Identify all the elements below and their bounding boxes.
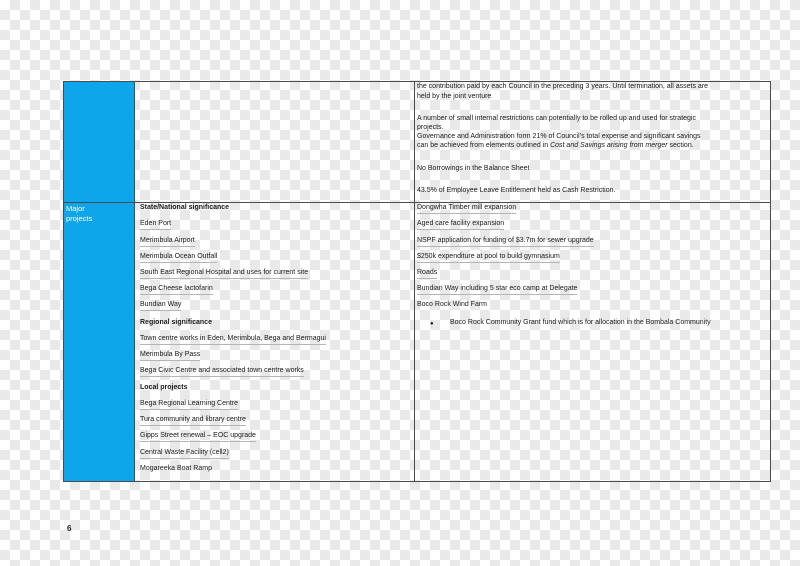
- project-item: Mogareeka Boat Ramp: [140, 465, 212, 472]
- project-item: Bega Regional Learning Centre: [140, 399, 238, 410]
- section-heading: State/National significance: [140, 204, 230, 211]
- project-item: South East Regional Hospital and uses for current site: [140, 268, 308, 279]
- investment-item: Bundian Way including 5 star eco camp at Delegate: [417, 284, 577, 295]
- text-line: 43.5% of Employee Leave Entitlement held as Cash Restriction.: [417, 187, 616, 194]
- project-item: Merimbula By Pass: [140, 350, 200, 361]
- text-span: section.: [667, 142, 694, 149]
- project-item: Tura community and library centre: [140, 415, 246, 426]
- investment-item: $250k expenditure at pool to build gymnasium: [417, 252, 560, 263]
- section-heading: Regional significance: [140, 319, 212, 326]
- project-item: Merimbula Airport: [140, 236, 195, 247]
- text-line: Governance and Administration form 21% of Council’s total expense and significant savings: [417, 133, 701, 140]
- text-line: the contribution paid by each Council in the preceding 3 years. Until termination, all assets are: [417, 83, 709, 90]
- bullet-icon: ●: [430, 321, 434, 327]
- text-span: can be achieved from elements outlined in: [417, 142, 551, 149]
- text-line: projects.: [417, 124, 444, 131]
- text-line-with-italic: [417, 141, 694, 150]
- project-item: Eden Port: [140, 219, 171, 230]
- text-line: No Borrowings in the Balance Sheet: [417, 165, 530, 172]
- section-heading: Local projects: [140, 384, 188, 391]
- investment-item: Boco Rock Wind Farm: [417, 301, 488, 308]
- project-item: Bega Civic Centre and associated town centre works: [140, 366, 304, 377]
- page-number: 6: [67, 524, 72, 533]
- project-item: Bega Cheese lactofarin: [140, 284, 213, 295]
- investment-bullet-item: Boco Rock Community Grant fund which is for allocation in the Bombala Community: [450, 319, 711, 326]
- investment-item: Roads: [417, 268, 437, 279]
- investment-item: NSPF application for funding of $3.7m for sewer upgrade: [417, 236, 594, 247]
- investment-item: Dongwha Timber mill expansion: [417, 203, 516, 214]
- label-text: Major projects: [66, 204, 93, 223]
- table-cell-major-projects-label: [63, 202, 135, 482]
- text-line: held by the joint venture: [417, 93, 492, 100]
- project-item: Town centre works in Eden, Merimbula, Bega and Bermagui: [140, 334, 326, 345]
- investment-item: Aged care facility expansion: [417, 219, 504, 230]
- project-item: Gipps Street renewal – EOC upgrade: [140, 431, 256, 442]
- project-item: Merimbula Ocean Outfall: [140, 252, 217, 263]
- table-cell-blank: [134, 81, 415, 203]
- project-item: Central Waste Facility (cell2): [140, 448, 229, 459]
- text-line: A number of small internal restrictions can potentially to be rolled up and used for strategic: [417, 115, 696, 122]
- project-item: Bundian Way: [140, 300, 181, 311]
- italic-text-span: Cost and Savings arising from merger: [550, 142, 668, 149]
- table-cell-label-blank: [63, 81, 135, 203]
- major-projects-label: [66, 204, 104, 224]
